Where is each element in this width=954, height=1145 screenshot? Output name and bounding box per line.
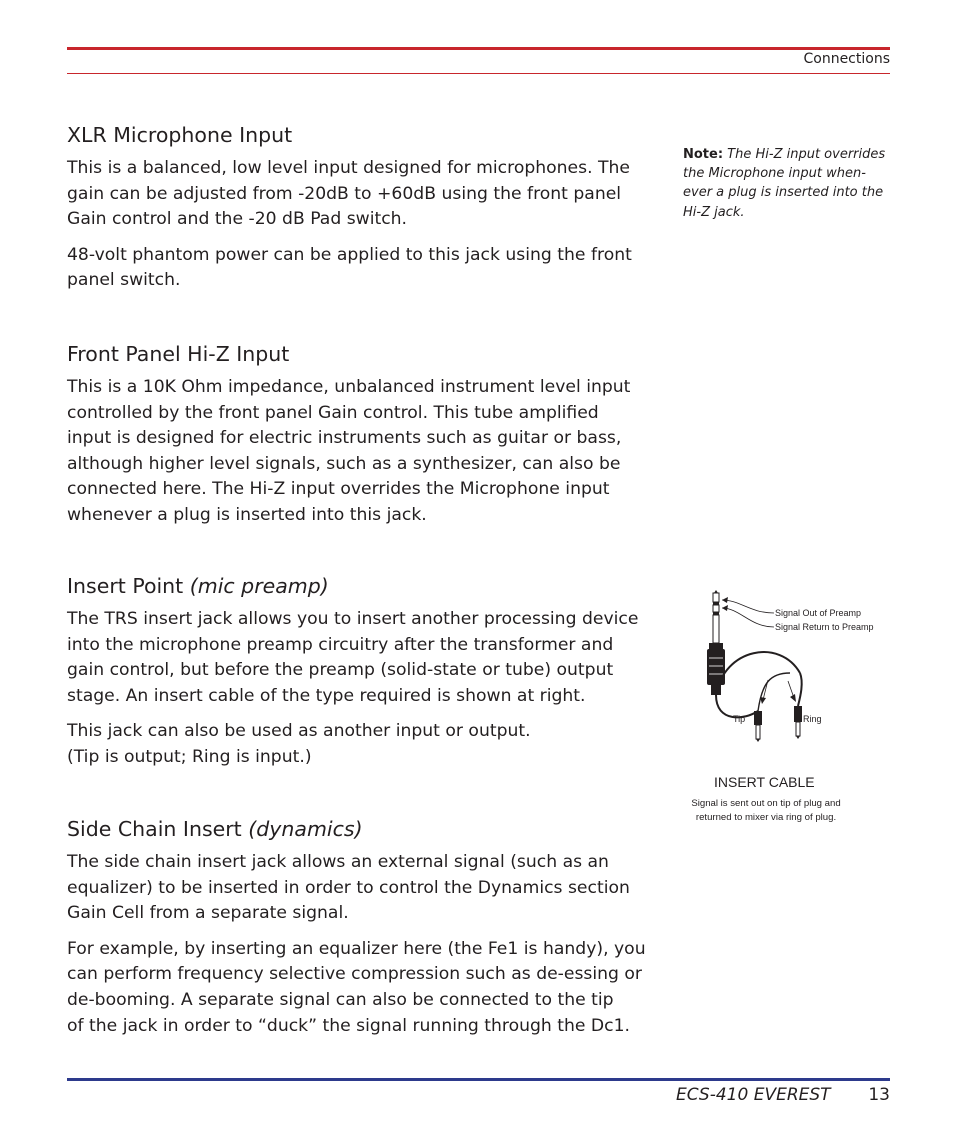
section-heading: Insert Point (mic preamp) [67,574,329,598]
footer-rule [67,1078,890,1081]
insert-cable-caption: Signal is sent out on tip of plug and returned to mixer via ring of plug. [691,798,841,823]
paragraph: For example, by inserting an equalizer here (the Fe1 is handy), you can perform frequency selective compression such as de-essing or de-booming. A separate signal can also be connected to the tip of the jack in order to “duck” the signal running through the Dc1. [67,938,646,1036]
section-heading: Side Chain Insert (dynamics) [67,817,363,841]
section-insert-point [67,571,638,781]
insert-cable-diagram [700,588,900,748]
signal-out-label: Signal Out of Preamp [775,608,862,618]
header-rule-thin [67,73,890,74]
section-heading: XLR Microphone Input [67,123,293,147]
page-number: 13 [868,1085,890,1105]
paragraph: The TRS insert jack allows you to insert another processing device into the microphone preamp circuitry after the transformer and gain control, but before the preamp (solid-state or tube) output stage. An insert cable of the type required is shown at right. [67,609,639,706]
signal-return-label: Signal Return to Preamp [775,622,874,632]
paragraph: The side chain insert jack allows an external signal (such as an equalizer) to be inserted in order to control the Dynamics section Gain Cell from a separate signal. [67,852,630,924]
section-heading: Front Panel Hi-Z Input [67,342,290,366]
header-section-label: Connections [803,51,890,67]
trs-plug-icon [707,590,725,695]
ring-label: Ring [803,714,822,724]
paragraph: 48-volt phantom power can be applied to this jack using the front panel switch. [67,244,632,291]
insert-cable-title: INSERT CABLE [714,774,815,790]
header-rule [67,47,890,50]
section-xlr-input [67,120,632,304]
tip-plug-icon [754,711,762,742]
note-label: Note: [683,147,724,162]
paragraph: This jack can also be used as another input or output. (Tip is output; Ring is input.) [67,721,531,767]
paragraph: This is a balanced, low level input designed for microphones. The gain can be adjusted from -20dB to +60dB using the front panel Gain control and the -20 dB Pad switch. [67,158,630,230]
sidebar-note: Note: The Hi-Z input overrides the Microphone input when- ever a plug is inserted into the Hi-Z jack. [683,147,886,220]
paragraph: This is a 10K Ohm impedance, unbalanced instrument level input controlled by the front panel Gain control. This tube amplified input is designed for electric instruments such as guitar or bass, although higher level signals, such as a synthesizer, can also be connected here. The Hi-Z input overrides the Microphone input whenever a plug is inserted into this jack. [67,377,631,525]
ring-plug-icon [794,673,802,739]
footer-product-title: ECS-410 EVEREST [676,1085,831,1105]
tip-label: Tip [733,714,746,724]
section-side-chain-insert [67,814,646,1049]
section-hiz-input [67,339,630,539]
